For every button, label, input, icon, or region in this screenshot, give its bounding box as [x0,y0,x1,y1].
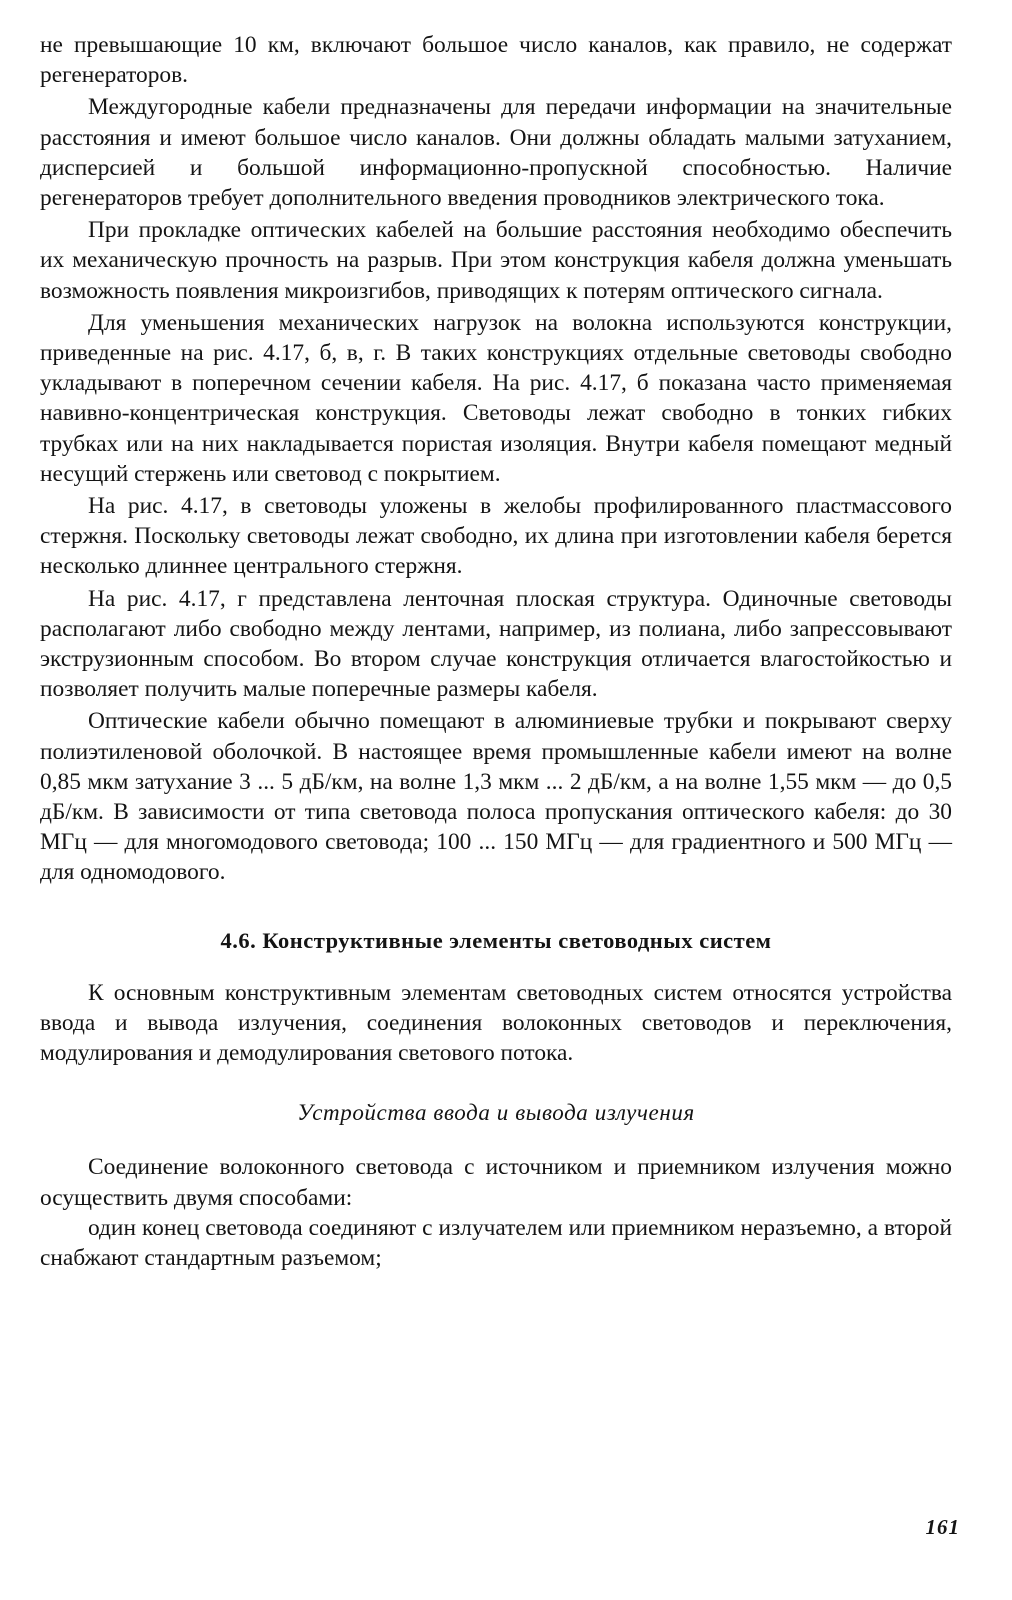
book-page [40,30,952,1273]
paragraph: К основным конструктивным элементам световодных систем относятся устройства ввода и вывода излучения, соединения волоконных световодов и переключения, модулирования и демодулирования светового потока. [40,979,952,1067]
paragraph: На рис. 4.17, г представлена ленточная плоская структура. Одиночные световоды располагают либо свободно между лентами, например, из полиана, либо запрессовывают экструзионным способом. Во втором случае конструкция отличается влагостойкостью и позволяет получить малые поперечные размеры кабеля. [40,585,952,703]
page-number: 161 [925,1515,960,1539]
paragraph: не превышающие 10 км, включают большое число каналов, как правило, не содержат регенераторов. [40,32,952,89]
section-heading: 4.6. Конструктивные элементы световодных систем [220,927,772,953]
sub-heading: Устройства ввода и вывода излучения [297,1100,695,1126]
paragraph: При прокладке оптических кабелей на большие расстояния необходимо обеспечить их механическую прочность на разрыв. При этом конструкция кабеля должна уменьшать возможность появления микроизгибов, приводящих к потерям оптического сигнала. [40,217,952,304]
paragraph: На рис. 4.17, в световоды уложены в желобы профилированного пластмассового стержня. Поскольку световоды лежат свободно, их длина при изготовлении кабеля берется несколько длиннее центрального стержня. [40,493,952,580]
paragraph: Для уменьшения механических нагрузок на волокна используются конструкции, приведенные на рис. 4.17, б, в, г. В таких конструкциях отдельные световоды свободно укладывают в поперечном сечении кабеля. На рис. 4.17, б показана часто применяемая навивно-концентрическая конструкция. Световоды лежат свободно в тонких гибких трубках или на них накладывается пористая изоляция. Внутри кабеля помещают медный несущий стержень или световод с покрытием. [40,309,952,487]
paragraph: один конец световода соединяют с излучателем или приемником неразъемно, а второй снабжают стандартным разъемом; [40,1214,952,1271]
paragraph: Междугородные кабели предназначены для передачи информации на значительные расстояния и имеют большое число каналов. Они должны обладать малыми затуханием, дисперсией и большой информационно-пропускной способностью. Наличие регенераторов требует дополнительного введения проводников электрического тока. [40,94,952,212]
paragraph: Оптические кабели обычно помещают в алюминиевые трубки и покрывают сверху полиэтиленовой оболочкой. В настоящее время промышленные кабели имеют на волне 0,85 мкм затухание 3 ... 5 дБ/км, на волне 1,3 мкм ... 2 дБ/км, а на волне 1,55 мкм — до 0,5 дБ/км. В зависимости от типа световода полоса пропускания оптического кабеля: до 30 МГц — для многомодового световода; 100 ... 150 МГц — для градиентного и 500 МГц — для одномодового. [40,708,952,886]
paragraph: Соединение волоконного световода с источником и приемником излучения можно осуществить двумя способами: [40,1154,952,1211]
